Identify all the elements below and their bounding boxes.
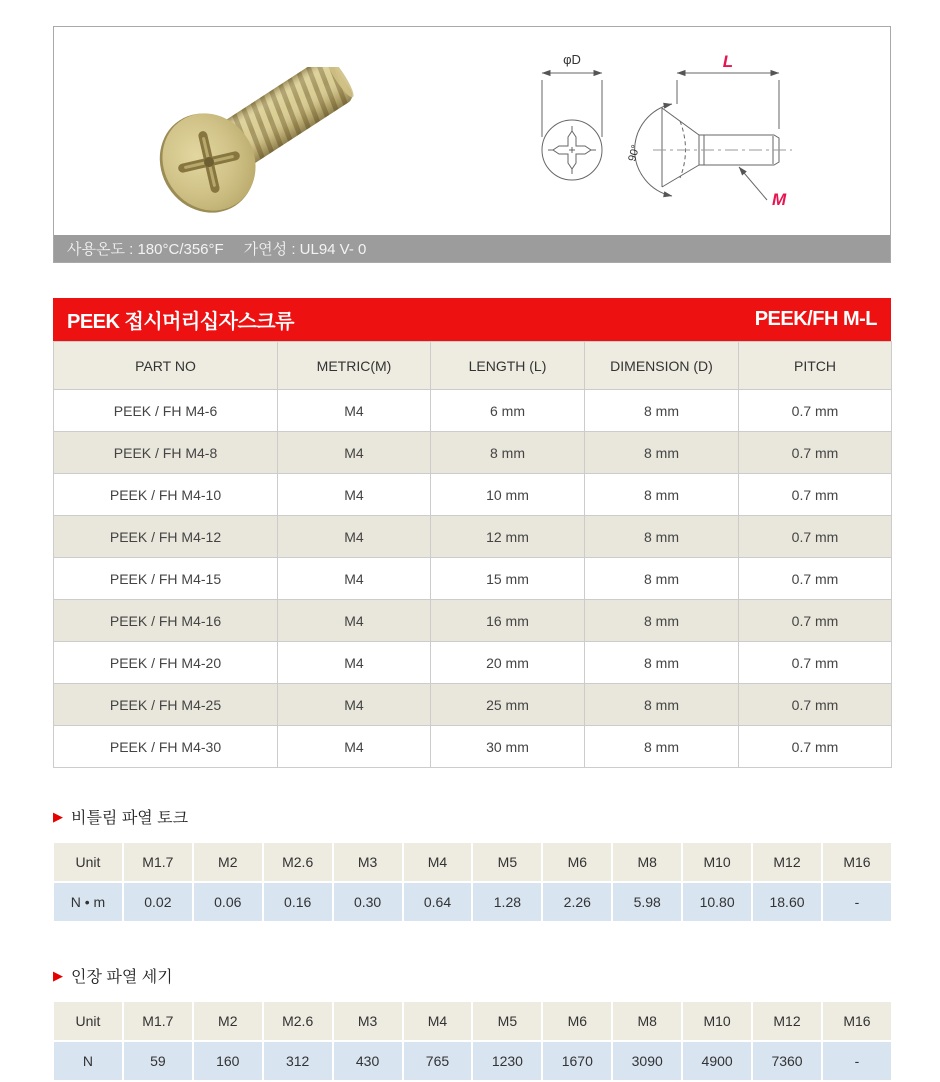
col-part-no: PART NO — [54, 342, 278, 390]
spec-header-row — [54, 342, 892, 390]
part-no: PEEK / FH M4-12 — [54, 516, 278, 558]
length: 16 mm — [431, 600, 585, 642]
tensile-header-row — [53, 1001, 892, 1041]
length: 25 mm — [431, 684, 585, 726]
metric: M4 — [278, 432, 431, 474]
col-m6: M6 — [542, 1001, 612, 1041]
value-cell: 3090 — [612, 1041, 682, 1081]
value-cell: 59 — [123, 1041, 193, 1081]
col-m1-7: M1.7 — [123, 1001, 193, 1041]
value-cell: 5.98 — [612, 882, 682, 922]
table-row — [54, 474, 892, 516]
torque-section-title — [53, 805, 940, 828]
col-m2: M2 — [193, 842, 263, 882]
length: 15 mm — [431, 558, 585, 600]
unit-cell: N • m — [53, 882, 123, 922]
metric: M4 — [278, 516, 431, 558]
dimension: 8 mm — [585, 474, 739, 516]
part-no: PEEK / FH M4-15 — [54, 558, 278, 600]
length: 6 mm — [431, 390, 585, 432]
col-m1-7: M1.7 — [123, 842, 193, 882]
technical-drawing — [534, 47, 884, 227]
col-m2-6: M2.6 — [263, 842, 333, 882]
torque-title-text: 비틀림 파열 토크 — [71, 810, 189, 827]
col-m10: M10 — [682, 842, 752, 882]
table-row — [54, 642, 892, 684]
table-row — [54, 516, 892, 558]
length: 8 mm — [431, 432, 585, 474]
length: 20 mm — [431, 642, 585, 684]
tensile-section-title — [53, 964, 940, 987]
value-cell: 765 — [403, 1041, 473, 1081]
red-triangle-icon: ▶ — [53, 809, 63, 824]
table-row — [54, 390, 892, 432]
length: 12 mm — [431, 516, 585, 558]
unit-cell: N — [53, 1041, 123, 1081]
table-row — [54, 600, 892, 642]
usage-info-bar — [54, 235, 890, 262]
metric: M4 — [278, 600, 431, 642]
table-row — [54, 432, 892, 474]
col-m5: M5 — [472, 842, 542, 882]
length: 10 mm — [431, 474, 585, 516]
col-length: LENGTH (L) — [431, 342, 585, 390]
spec-table — [53, 341, 892, 768]
dimension: 8 mm — [585, 642, 739, 684]
table-row — [54, 726, 892, 768]
col-m5: M5 — [472, 1001, 542, 1041]
value-cell: 312 — [263, 1041, 333, 1081]
part-no: PEEK / FH M4-20 — [54, 642, 278, 684]
col-m6: M6 — [542, 842, 612, 882]
value-cell: 2.26 — [542, 882, 612, 922]
metric: M4 — [278, 390, 431, 432]
col-m12: M12 — [752, 842, 822, 882]
dimension: 8 mm — [585, 516, 739, 558]
value-cell: 4900 — [682, 1041, 752, 1081]
red-triangle-icon: ▶ — [53, 968, 63, 983]
part-no: PEEK / FH M4-25 — [54, 684, 278, 726]
dimension: 8 mm — [585, 726, 739, 768]
dimension: 8 mm — [585, 684, 739, 726]
value-cell: 0.16 — [263, 882, 333, 922]
col-m3: M3 — [333, 1001, 403, 1041]
metric: M4 — [278, 558, 431, 600]
phillips-cross-outline — [548, 126, 596, 174]
col-metric: METRIC(M) — [278, 342, 431, 390]
pitch: 0.7 mm — [739, 432, 892, 474]
product-model-code: PEEK/FH M-L — [754, 308, 877, 330]
value-cell: 0.30 — [333, 882, 403, 922]
torque-value-row — [53, 882, 892, 922]
tensile-title-text: 인장 파열 세기 — [71, 969, 173, 986]
tensile-value-row — [53, 1041, 892, 1081]
length-label: L — [722, 52, 734, 71]
angle-label: 90° — [626, 143, 643, 163]
table-row — [54, 684, 892, 726]
part-no: PEEK / FH M4-16 — [54, 600, 278, 642]
pitch: 0.7 mm — [739, 726, 892, 768]
value-cell: 0.06 — [193, 882, 263, 922]
part-no: PEEK / FH M4-30 — [54, 726, 278, 768]
value-cell: 18.60 — [752, 882, 822, 922]
product-panel — [53, 26, 891, 263]
value-cell: 0.02 — [123, 882, 193, 922]
metric: M4 — [278, 726, 431, 768]
flammability-rating: 가연성 : UL94 V- 0 — [243, 241, 367, 258]
value-cell: 1.28 — [472, 882, 542, 922]
value-cell: 10.80 — [682, 882, 752, 922]
value-cell: 7360 — [752, 1041, 822, 1081]
part-no: PEEK / FH M4-8 — [54, 432, 278, 474]
col-m2-6: M2.6 — [263, 1001, 333, 1041]
col-pitch: PITCH — [739, 342, 892, 390]
diameter-label: φD — [563, 52, 581, 67]
value-cell: 1230 — [472, 1041, 542, 1081]
torque-table — [52, 841, 893, 923]
col-unit: Unit — [53, 842, 123, 882]
tensile-table — [52, 1000, 893, 1082]
pitch: 0.7 mm — [739, 684, 892, 726]
col-unit: Unit — [53, 1001, 123, 1041]
value-cell: - — [822, 882, 892, 922]
screw-photo — [114, 67, 384, 227]
col-dimension: DIMENSION (D) — [585, 342, 739, 390]
part-no: PEEK / FH M4-6 — [54, 390, 278, 432]
pitch: 0.7 mm — [739, 600, 892, 642]
value-cell: 1670 — [542, 1041, 612, 1081]
col-m12: M12 — [752, 1001, 822, 1041]
metric: M4 — [278, 684, 431, 726]
value-cell: 430 — [333, 1041, 403, 1081]
part-no: PEEK / FH M4-10 — [54, 474, 278, 516]
screw-side-view — [662, 108, 779, 187]
table-row — [54, 558, 892, 600]
torque-header-row — [53, 842, 892, 882]
metric: M4 — [278, 642, 431, 684]
product-title-bar — [53, 298, 891, 341]
value-cell: - — [822, 1041, 892, 1081]
usage-temperature: 사용온도 : 180°C/356°F — [67, 241, 224, 258]
dimension: 8 mm — [585, 390, 739, 432]
length: 30 mm — [431, 726, 585, 768]
col-m10: M10 — [682, 1001, 752, 1041]
dimension: 8 mm — [585, 432, 739, 474]
col-m16: M16 — [822, 842, 892, 882]
dimension: 8 mm — [585, 558, 739, 600]
col-m8: M8 — [612, 842, 682, 882]
pitch: 0.7 mm — [739, 390, 892, 432]
col-m2: M2 — [193, 1001, 263, 1041]
pitch: 0.7 mm — [739, 516, 892, 558]
col-m4: M4 — [403, 842, 473, 882]
pitch: 0.7 mm — [739, 642, 892, 684]
col-m3: M3 — [333, 842, 403, 882]
value-cell: 160 — [193, 1041, 263, 1081]
metric: M4 — [278, 474, 431, 516]
col-m8: M8 — [612, 1001, 682, 1041]
value-cell: 0.64 — [403, 882, 473, 922]
thread-label: M — [772, 190, 787, 209]
col-m16: M16 — [822, 1001, 892, 1041]
pitch: 0.7 mm — [739, 558, 892, 600]
dimension: 8 mm — [585, 600, 739, 642]
col-m4: M4 — [403, 1001, 473, 1041]
product-title: PEEK 접시머리십자스크류 — [67, 311, 294, 333]
pitch: 0.7 mm — [739, 474, 892, 516]
